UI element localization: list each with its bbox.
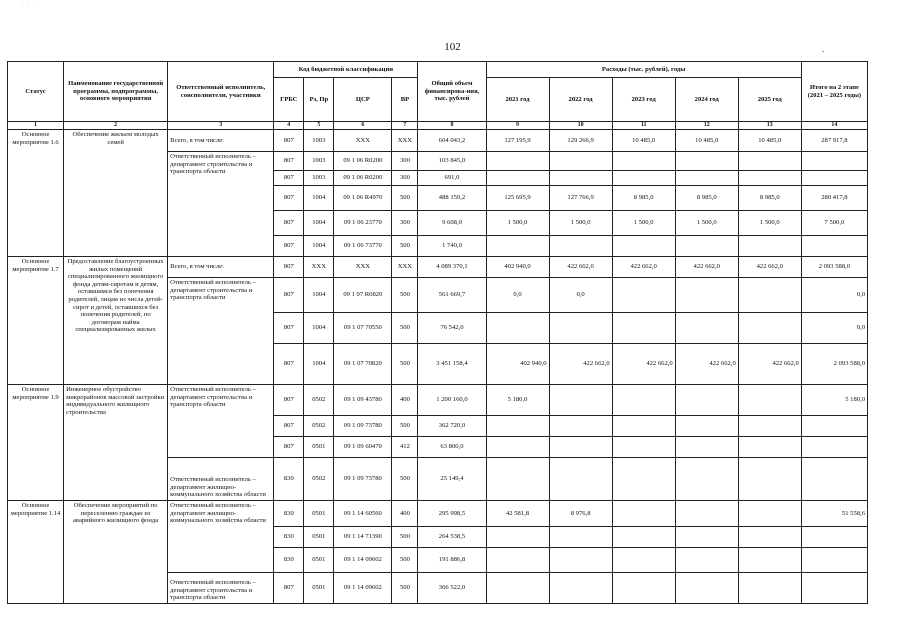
status-cell: Основное мероприятие 1.14 bbox=[8, 501, 64, 604]
vr-cell: ХХХ bbox=[392, 130, 418, 152]
status-cell: Основное мероприятие 1.6 bbox=[8, 130, 64, 257]
y2025-cell bbox=[738, 278, 801, 313]
y2024-cell: 422 662,0 bbox=[675, 257, 738, 278]
itogo-cell bbox=[801, 527, 867, 548]
vr-cell: 500 bbox=[392, 236, 418, 257]
y2024-cell: 1 500,0 bbox=[675, 211, 738, 236]
y2025-cell bbox=[738, 573, 801, 604]
grbs-cell: 830 bbox=[274, 458, 304, 501]
y2022-cell bbox=[549, 548, 612, 573]
header-responsible: Ответственный исполнитель, соисполнители, участники bbox=[168, 62, 274, 122]
name-cell: Обеспечение жильем молодых семей bbox=[64, 130, 168, 257]
csr-cell: 09 1 07 R0820 bbox=[334, 278, 392, 313]
y2025-cell bbox=[738, 385, 801, 416]
total-cell: 9 608,0 bbox=[418, 211, 486, 236]
y2022-cell bbox=[549, 573, 612, 604]
vr-cell: 400 bbox=[392, 501, 418, 527]
vr-cell: 400 bbox=[392, 385, 418, 416]
y2022-cell: 127 766,9 bbox=[549, 186, 612, 211]
name-cell: Предоставление благоустроенных жилых помещений специализированного жилищного фонда детям-сиротам и детям, оставшимся без попечения родителей, лицам из числа детей-сирот и детей, оставшихся без попечения родителей, по договорам найма специализированных жилых bbox=[64, 257, 168, 385]
rzpr-cell: 1003 bbox=[304, 152, 334, 171]
y2022-cell bbox=[549, 152, 612, 171]
total-cell: 76 542,0 bbox=[418, 313, 486, 344]
y2022-cell bbox=[549, 171, 612, 186]
itogo-cell: 51 558,6 bbox=[801, 501, 867, 527]
y2021-cell bbox=[486, 437, 549, 458]
itogo-cell: 5 180,0 bbox=[801, 385, 867, 416]
csr-cell: 09 1 09 73780 bbox=[334, 416, 392, 437]
y2024-cell bbox=[675, 501, 738, 527]
header-name: Наименование государственной программы, подпрограммы, основного мероприятия bbox=[64, 62, 168, 122]
vr-cell: 500 bbox=[392, 344, 418, 385]
column-number: 9 bbox=[486, 122, 549, 130]
grbs-cell: 807 bbox=[274, 385, 304, 416]
responsible-cell: Всего, в том числе: bbox=[168, 130, 274, 152]
y2023-cell bbox=[612, 313, 675, 344]
column-number: 7 bbox=[392, 122, 418, 130]
grbs-cell: 807 bbox=[274, 171, 304, 186]
vr-cell: 300 bbox=[392, 211, 418, 236]
itogo-cell bbox=[801, 437, 867, 458]
column-number: 8 bbox=[418, 122, 486, 130]
itogo-cell: 2 093 588,0 bbox=[801, 257, 867, 278]
vr-cell: 500 bbox=[392, 313, 418, 344]
csr-cell: 09 1 09 73780 bbox=[334, 458, 392, 501]
header-2021: 2021 год bbox=[486, 78, 549, 122]
grbs-cell: 807 bbox=[274, 186, 304, 211]
total-cell: 103 845,0 bbox=[418, 152, 486, 171]
rzpr-cell: 0502 bbox=[304, 458, 334, 501]
y2021-cell bbox=[486, 458, 549, 501]
y2022-cell: 0,0 bbox=[549, 278, 612, 313]
rzpr-cell: 0501 bbox=[304, 527, 334, 548]
y2024-cell bbox=[675, 458, 738, 501]
column-number: 2 bbox=[64, 122, 168, 130]
csr-cell: 09 1 06 R0200 bbox=[334, 171, 392, 186]
rzpr-cell: 1003 bbox=[304, 171, 334, 186]
y2025-cell bbox=[738, 152, 801, 171]
y2024-cell bbox=[675, 573, 738, 604]
y2025-cell: 1 500,0 bbox=[738, 211, 801, 236]
grbs-cell: 830 bbox=[274, 501, 304, 527]
responsible-cell: Ответственный исполнитель – департамент жилищно-коммунального хозяйства области bbox=[168, 501, 274, 573]
y2024-cell bbox=[675, 313, 738, 344]
y2022-cell bbox=[549, 416, 612, 437]
y2023-cell bbox=[612, 548, 675, 573]
total-cell: 191 886,8 bbox=[418, 548, 486, 573]
y2021-cell bbox=[486, 548, 549, 573]
header-csr: ЦСР bbox=[334, 78, 392, 122]
y2025-cell bbox=[738, 437, 801, 458]
rzpr-cell: 1004 bbox=[304, 278, 334, 313]
status-cell: Основное мероприятие 1.9 bbox=[8, 385, 64, 501]
y2025-cell bbox=[738, 236, 801, 257]
y2022-cell bbox=[549, 458, 612, 501]
y2022-cell: 422 662,0 bbox=[549, 344, 612, 385]
csr-cell: ХХХ bbox=[334, 130, 392, 152]
y2023-cell bbox=[612, 573, 675, 604]
y2021-cell: 125 695,9 bbox=[486, 186, 549, 211]
csr-cell: 09 1 07 70820 bbox=[334, 344, 392, 385]
y2025-cell: 422 662,0 bbox=[738, 257, 801, 278]
y2024-cell bbox=[675, 171, 738, 186]
itogo-cell bbox=[801, 152, 867, 171]
y2023-cell: 10 485,0 bbox=[612, 130, 675, 152]
column-number: 5 bbox=[304, 122, 334, 130]
y2024-cell bbox=[675, 152, 738, 171]
column-number: 6 bbox=[334, 122, 392, 130]
itogo-cell: 0,0 bbox=[801, 313, 867, 344]
vr-cell: 300 bbox=[392, 152, 418, 171]
vr-cell: 412 bbox=[392, 437, 418, 458]
y2021-cell: 402 940,0 bbox=[486, 257, 549, 278]
total-cell: 604 043,2 bbox=[418, 130, 486, 152]
y2023-cell bbox=[612, 437, 675, 458]
header-expenses-group: Расходы (тыс. рублей), годы bbox=[486, 62, 801, 78]
y2024-cell bbox=[675, 385, 738, 416]
total-cell: 561 669,7 bbox=[418, 278, 486, 313]
csr-cell: 09 1 07 70550 bbox=[334, 313, 392, 344]
y2022-cell bbox=[549, 385, 612, 416]
total-cell: 366 522,0 bbox=[418, 573, 486, 604]
y2024-cell bbox=[675, 278, 738, 313]
header-status: Статус bbox=[8, 62, 64, 122]
grbs-cell: 807 bbox=[274, 257, 304, 278]
y2023-cell bbox=[612, 501, 675, 527]
y2025-cell bbox=[738, 458, 801, 501]
grbs-cell: 807 bbox=[274, 344, 304, 385]
y2021-cell bbox=[486, 171, 549, 186]
rzpr-cell: 0501 bbox=[304, 501, 334, 527]
y2023-cell bbox=[612, 152, 675, 171]
rzpr-cell: 0502 bbox=[304, 416, 334, 437]
grbs-cell: 830 bbox=[274, 527, 304, 548]
csr-cell: 09 1 09 60470 bbox=[334, 437, 392, 458]
scan-artifact: · · · bbox=[22, 0, 36, 6]
table-row bbox=[8, 501, 868, 527]
column-number: 12 bbox=[675, 122, 738, 130]
y2024-cell bbox=[675, 527, 738, 548]
y2021-cell bbox=[486, 527, 549, 548]
y2025-cell bbox=[738, 313, 801, 344]
y2022-cell: 8 976,8 bbox=[549, 501, 612, 527]
grbs-cell: 807 bbox=[274, 313, 304, 344]
vr-cell: ХХХ bbox=[392, 257, 418, 278]
y2021-cell bbox=[486, 236, 549, 257]
rzpr-cell: 1004 bbox=[304, 313, 334, 344]
y2021-cell bbox=[486, 416, 549, 437]
y2023-cell bbox=[612, 458, 675, 501]
y2022-cell bbox=[549, 437, 612, 458]
responsible-cell: Ответственный исполнитель – департамент жилищно-коммунального хозяйства области bbox=[168, 458, 274, 501]
vr-cell: 500 bbox=[392, 527, 418, 548]
column-number: 13 bbox=[738, 122, 801, 130]
y2025-cell: 422 662,0 bbox=[738, 344, 801, 385]
itogo-cell bbox=[801, 458, 867, 501]
y2025-cell bbox=[738, 501, 801, 527]
y2025-cell bbox=[738, 527, 801, 548]
responsible-cell: Ответственный исполнитель – департамент строительства и транспорта области bbox=[168, 385, 274, 458]
vr-cell: 500 bbox=[392, 416, 418, 437]
y2025-cell bbox=[738, 171, 801, 186]
total-cell: 4 089 370,1 bbox=[418, 257, 486, 278]
y2024-cell: 10 485,0 bbox=[675, 130, 738, 152]
responsible-cell: Ответственный исполнитель – департамент строительства и транспорта области bbox=[168, 152, 274, 257]
itogo-cell bbox=[801, 236, 867, 257]
y2024-cell bbox=[675, 416, 738, 437]
y2024-cell bbox=[675, 548, 738, 573]
y2023-cell: 422 662,0 bbox=[612, 344, 675, 385]
itogo-cell bbox=[801, 171, 867, 186]
rzpr-cell: 0501 bbox=[304, 548, 334, 573]
grbs-cell: 807 bbox=[274, 437, 304, 458]
vr-cell: 300 bbox=[392, 171, 418, 186]
header-total: Общий объем финансирова-ния, тыс. рублей bbox=[418, 62, 486, 122]
y2021-cell bbox=[486, 152, 549, 171]
rzpr-cell: 0501 bbox=[304, 437, 334, 458]
y2023-cell: 1 500,0 bbox=[612, 211, 675, 236]
column-number: 14 bbox=[801, 122, 867, 130]
csr-cell: 09 1 06 R4970 bbox=[334, 186, 392, 211]
vr-cell: 500 bbox=[392, 458, 418, 501]
rzpr-cell: 1004 bbox=[304, 186, 334, 211]
y2022-cell: 422 662,0 bbox=[549, 257, 612, 278]
grbs-cell: 807 bbox=[274, 152, 304, 171]
itogo-cell: 2 093 588,0 bbox=[801, 344, 867, 385]
itogo-cell: 280 417,8 bbox=[801, 186, 867, 211]
y2022-cell bbox=[549, 313, 612, 344]
header-vr: ВР bbox=[392, 78, 418, 122]
y2023-cell: 422 662,0 bbox=[612, 257, 675, 278]
grbs-cell: 807 bbox=[274, 278, 304, 313]
itogo-cell bbox=[801, 573, 867, 604]
page-number: 102 bbox=[444, 41, 461, 53]
y2023-cell bbox=[612, 527, 675, 548]
column-number: 1 bbox=[8, 122, 64, 130]
y2024-cell: 8 985,0 bbox=[675, 186, 738, 211]
y2025-cell bbox=[738, 548, 801, 573]
csr-cell: 09 1 14 71390 bbox=[334, 527, 392, 548]
vr-cell: 500 bbox=[392, 573, 418, 604]
total-cell: 691,0 bbox=[418, 171, 486, 186]
header-2022: 2022 год bbox=[549, 78, 612, 122]
csr-cell: 09 1 14 09602 bbox=[334, 573, 392, 604]
y2025-cell: 10 485,0 bbox=[738, 130, 801, 152]
y2025-cell: 8 985,0 bbox=[738, 186, 801, 211]
total-cell: 3 451 158,4 bbox=[418, 344, 486, 385]
y2021-cell: 42 581,8 bbox=[486, 501, 549, 527]
total-cell: 1 200 160,0 bbox=[418, 385, 486, 416]
rzpr-cell: ХХХ bbox=[304, 257, 334, 278]
vr-cell: 500 bbox=[392, 186, 418, 211]
itogo-cell bbox=[801, 548, 867, 573]
grbs-cell: 807 bbox=[274, 236, 304, 257]
y2023-cell bbox=[612, 171, 675, 186]
total-cell: 264 538,5 bbox=[418, 527, 486, 548]
table-row bbox=[8, 257, 868, 278]
header-2023: 2023 год bbox=[612, 78, 675, 122]
responsible-cell: Ответственный исполнитель – департамент строительства и транспорта области bbox=[168, 278, 274, 385]
table-row bbox=[8, 130, 868, 152]
rzpr-cell: 0501 bbox=[304, 573, 334, 604]
y2021-cell: 402 940,0 bbox=[486, 344, 549, 385]
header-2024: 2024 год bbox=[675, 78, 738, 122]
budget-table bbox=[7, 61, 868, 604]
rzpr-cell: 1003 bbox=[304, 130, 334, 152]
csr-cell: ХХХ bbox=[334, 257, 392, 278]
total-cell: 25 149,4 bbox=[418, 458, 486, 501]
rzpr-cell: 1004 bbox=[304, 344, 334, 385]
y2023-cell bbox=[612, 385, 675, 416]
y2021-cell: 5 180,0 bbox=[486, 385, 549, 416]
rzpr-cell: 1004 bbox=[304, 236, 334, 257]
y2023-cell bbox=[612, 236, 675, 257]
total-cell: 63 800,0 bbox=[418, 437, 486, 458]
grbs-cell: 807 bbox=[274, 211, 304, 236]
y2024-cell bbox=[675, 437, 738, 458]
itogo-cell: 287 917,8 bbox=[801, 130, 867, 152]
column-number: 11 bbox=[612, 122, 675, 130]
total-cell: 362 720,0 bbox=[418, 416, 486, 437]
vr-cell: 500 bbox=[392, 548, 418, 573]
vr-cell: 500 bbox=[392, 278, 418, 313]
header-grbs: ГРБС bbox=[274, 78, 304, 122]
table-row bbox=[8, 385, 868, 416]
csr-cell: 09 1 06 23770 bbox=[334, 211, 392, 236]
column-number: 10 bbox=[549, 122, 612, 130]
y2021-cell: 0,0 bbox=[486, 278, 549, 313]
name-cell: Инженерное обустройство микрорайонов массовой застройки индивидуального жилищного строительства bbox=[64, 385, 168, 501]
y2023-cell bbox=[612, 416, 675, 437]
header-itogo: Итого на 2 этапе (2021 – 2025 годы) bbox=[801, 62, 867, 122]
name-cell: Обеспечение мероприятий по переселению граждан из аварийного жилищного фонда bbox=[64, 501, 168, 604]
y2021-cell: 1 500,0 bbox=[486, 211, 549, 236]
header-rzpr: Рз, Пр bbox=[304, 78, 334, 122]
y2022-cell bbox=[549, 527, 612, 548]
csr-cell: 09 1 06 73770 bbox=[334, 236, 392, 257]
column-number: 3 bbox=[168, 122, 274, 130]
y2023-cell bbox=[612, 278, 675, 313]
y2021-cell bbox=[486, 313, 549, 344]
csr-cell: 09 1 14 60560 bbox=[334, 501, 392, 527]
itogo-cell: 7 500,0 bbox=[801, 211, 867, 236]
header-code-group: Код бюджетной классификации bbox=[274, 62, 418, 78]
y2023-cell: 8 985,0 bbox=[612, 186, 675, 211]
rzpr-cell: 0502 bbox=[304, 385, 334, 416]
itogo-cell: 0,0 bbox=[801, 278, 867, 313]
header-2025: 2025 год bbox=[738, 78, 801, 122]
total-cell: 1 740,0 bbox=[418, 236, 486, 257]
rzpr-cell: 1004 bbox=[304, 211, 334, 236]
responsible-cell: Всего, в том числе: bbox=[168, 257, 274, 278]
itogo-cell bbox=[801, 416, 867, 437]
status-cell: Основное мероприятие 1.7 bbox=[8, 257, 64, 385]
csr-cell: 09 1 09 43780 bbox=[334, 385, 392, 416]
total-cell: 488 159,2 bbox=[418, 186, 486, 211]
y2022-cell: 129 266,9 bbox=[549, 130, 612, 152]
y2024-cell: 422 662,0 bbox=[675, 344, 738, 385]
csr-cell: 09 1 14 09602 bbox=[334, 548, 392, 573]
y2025-cell bbox=[738, 416, 801, 437]
y2021-cell: 127 195,9 bbox=[486, 130, 549, 152]
grbs-cell: 807 bbox=[274, 573, 304, 604]
grbs-cell: 807 bbox=[274, 416, 304, 437]
total-cell: 295 998,5 bbox=[418, 501, 486, 527]
corner-mark: - bbox=[822, 47, 825, 55]
responsible-cell: Ответственный исполнитель – департамент строительства и транспорта области bbox=[168, 573, 274, 604]
y2024-cell bbox=[675, 236, 738, 257]
y2022-cell: 1 500,0 bbox=[549, 211, 612, 236]
grbs-cell: 807 bbox=[274, 130, 304, 152]
grbs-cell: 830 bbox=[274, 548, 304, 573]
y2021-cell bbox=[486, 573, 549, 604]
y2022-cell bbox=[549, 236, 612, 257]
column-number: 4 bbox=[274, 122, 304, 130]
csr-cell: 09 1 06 R0200 bbox=[334, 152, 392, 171]
